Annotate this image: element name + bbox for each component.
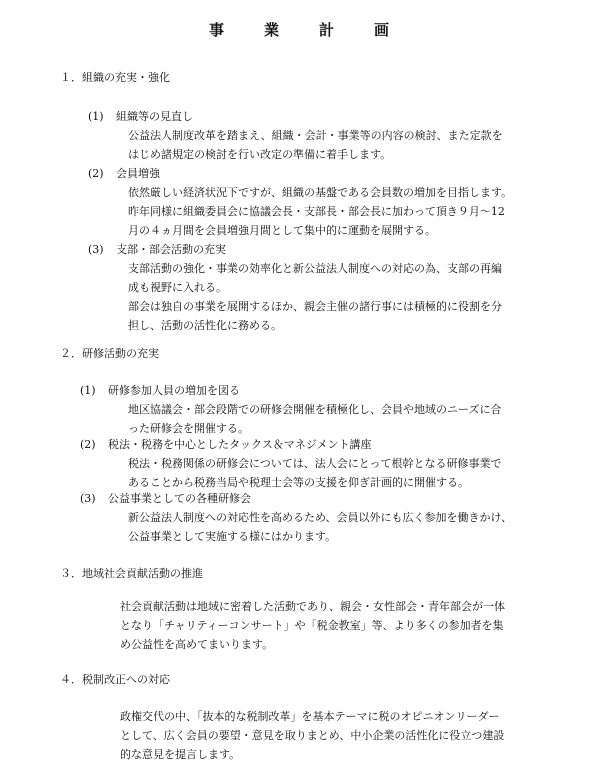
subsection-title: 公益事業としての各種研修会 — [108, 492, 251, 505]
subsection-title: 支部・部会活動の充実 — [116, 243, 226, 256]
subsection-heading — [80, 435, 372, 454]
subsection-heading — [88, 164, 160, 183]
subsection-heading — [88, 240, 226, 259]
subsection-title: 会員増強 — [116, 167, 160, 180]
paragraph-line: 担し、活動の活性化に務める。 — [128, 319, 282, 332]
paragraph-line: 的な意見を提言します。 — [120, 748, 241, 761]
paragraph-line: となり「チャリティーコンサート」や「税金教室」等、より多くの参加者を集 — [120, 619, 504, 632]
paragraph — [128, 454, 502, 492]
section-heading: １．組織の充実・強化 — [60, 71, 170, 84]
paragraph-line: 昨年同様に組織委員会に協議会長・支部長・部会長に加わって頂き９月～12 — [128, 205, 505, 218]
paragraph — [120, 597, 505, 654]
section-heading: ３．地域社会貢献活動の推進 — [60, 567, 203, 580]
paragraph — [120, 707, 504, 764]
subsection-heading — [80, 381, 240, 400]
title-char: 計 — [319, 21, 335, 39]
paragraph-line: はじめ諸規定の検討を行い改定の準備に着手します。 — [128, 148, 392, 161]
subsection-number: (3) — [80, 492, 96, 505]
subsection-title: 税法・税務を中心としたタックス＆マネジメント講座 — [108, 438, 372, 451]
subsection-number: (3) — [88, 243, 104, 256]
paragraph-line: 政権交代の中、「抜本的な税制改革」を基本テーマに税のオピニオンリーダー — [120, 710, 500, 723]
paragraph — [128, 126, 503, 164]
title-char: 事 — [208, 21, 224, 39]
paragraph-line: 依然厳しい経済状況下ですが、組織の基盤である会員数の増加を目指します。 — [128, 186, 513, 199]
title-char: 業 — [263, 21, 279, 39]
paragraph-line: め公益性を高めてまいります。 — [120, 638, 274, 651]
title-char: 画 — [374, 21, 390, 39]
paragraph-line: った研修会を開催する。 — [128, 422, 249, 435]
paragraph-line: 支部活動の強化・事業の効率化と新公益法人制度への対応の為、支部の再編 — [128, 262, 502, 275]
subsection-number: (1) — [88, 110, 104, 123]
subsection-number: (1) — [80, 384, 96, 397]
paragraph-line: 成も視野に入れる。 — [128, 281, 227, 294]
paragraph-line: あることから税務当局や税理士会等の支援を仰ぎ計画的に開催する。 — [128, 476, 469, 489]
paragraph — [128, 259, 502, 335]
paragraph-line: 社会貢献活動は地域に密着した活動であり、親会・女性部会・青年部会が一体 — [120, 600, 505, 613]
paragraph-line: 地区協議会・部会段階での研修会開催を積極化し、会員や地域のニーズに合 — [128, 403, 502, 416]
paragraph-line: 月の４ヵ月間を会員増強月間として集中的に運動を展開する。 — [128, 224, 436, 237]
subsection-number: (2) — [88, 167, 104, 180]
paragraph — [128, 183, 512, 240]
paragraph-line: 公益法人制度改革を踏まえ、組織・会計・事業等の内容の検討、また定款を — [128, 129, 503, 142]
paragraph-line: 公益事業として実施する様にはかります。 — [128, 530, 337, 543]
subsection-number: (2) — [80, 438, 96, 451]
subsection-heading — [80, 489, 251, 508]
paragraph — [128, 400, 501, 438]
paragraph-line: 新公益法人制度への対応性を高めるため、会員以外にも広く参加を働きかけ、 — [128, 511, 513, 524]
paragraph-line: 部会は独自の事業を展開するほか、親会主催の諸行事には積極的に役割を分 — [128, 300, 502, 313]
section-heading: ２．研修活動の充実 — [60, 347, 159, 360]
section-heading: ４．税制改正への対応 — [60, 673, 170, 686]
paragraph — [128, 508, 512, 546]
subsection-title: 組織等の見直し — [116, 110, 193, 123]
paragraph-line: 税法・税務関係の研修会については、法人会にとって根幹となる研修事業で — [128, 457, 502, 470]
subsection-title: 研修参加人員の増加を図る — [108, 384, 240, 397]
subsection-heading — [88, 107, 193, 126]
paragraph-line: として、広く会員の要望・意見を取りまとめ、中小企業の活性化に役立つ建設 — [120, 729, 505, 742]
page-title — [0, 21, 598, 40]
